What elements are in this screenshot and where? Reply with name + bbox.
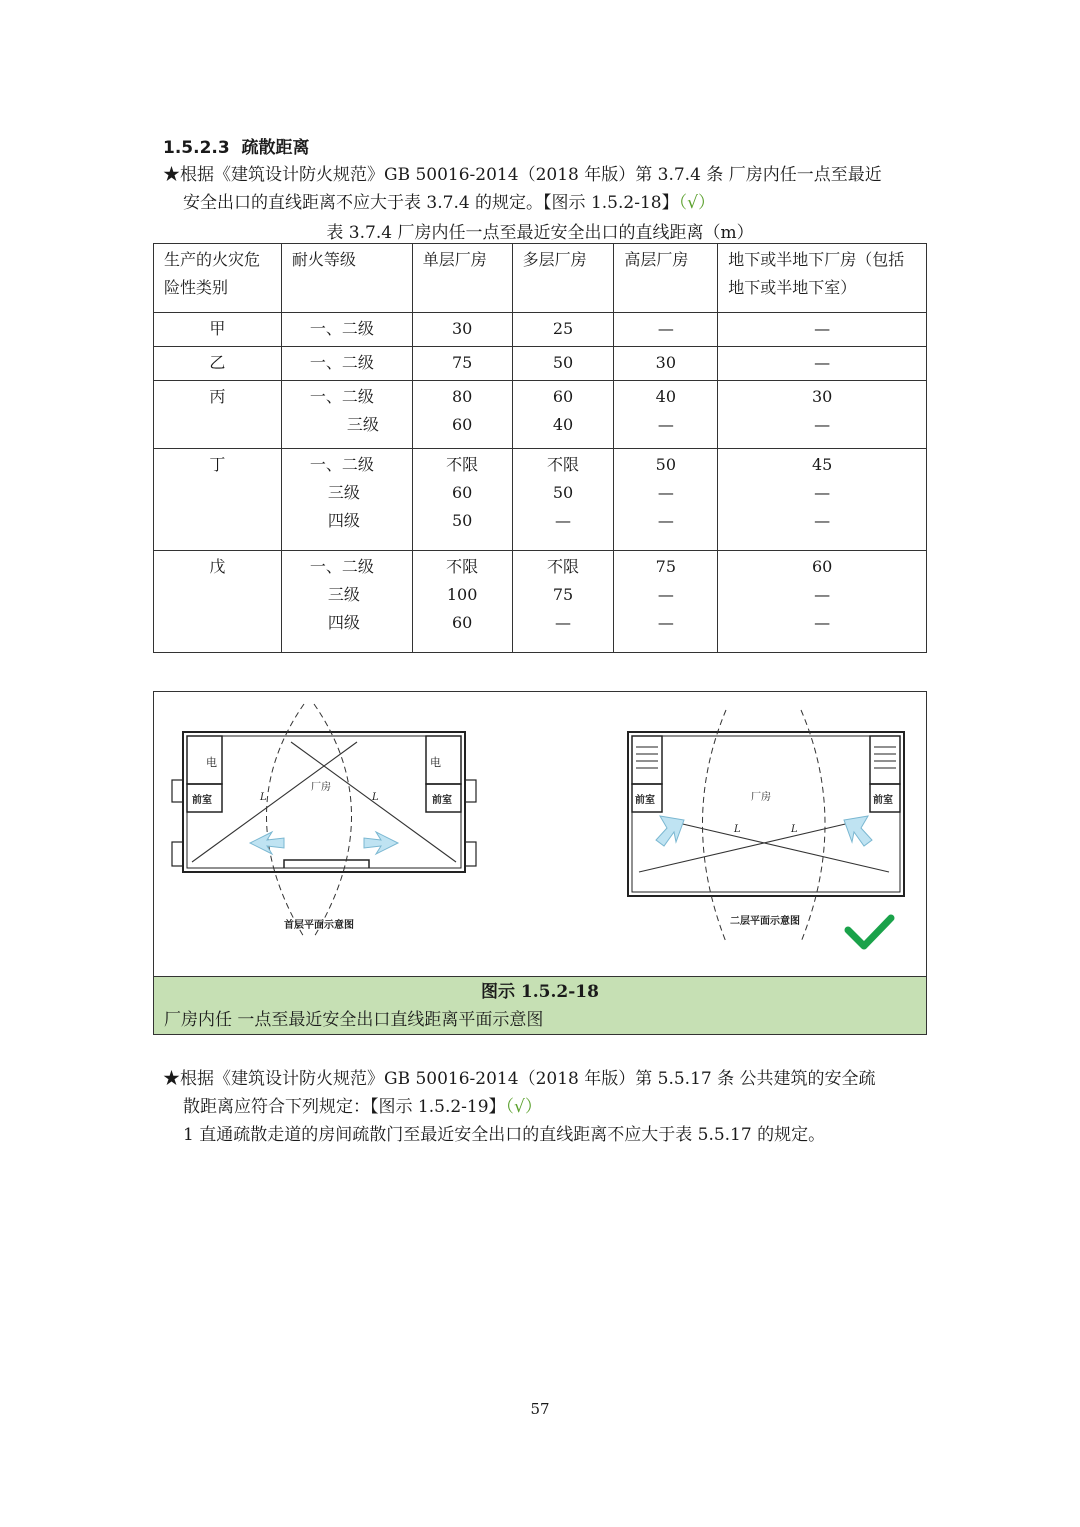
cell-category: 丙 [154,381,282,449]
cell-value: 四级 [327,613,360,632]
cell-multi [512,449,614,551]
cell-high [614,347,718,381]
cell-high [614,551,718,653]
cell-value: 50 [655,455,677,474]
cell-grade [281,551,412,653]
cell-single [412,347,512,381]
cell-category: 甲 [154,313,282,347]
cell-value: 40 [552,415,574,434]
cell-under [718,347,927,381]
cell-under [718,551,927,653]
section-number: 1.5.2.3 [163,138,230,158]
cell-value: — [554,613,571,632]
cell-value: 75 [655,557,677,576]
cell-single [412,449,512,551]
cell-single [412,381,512,449]
header-underground: 地下或半地下厂房（包括地下或半地下室） [718,244,927,313]
cell-value: 30 [451,319,473,338]
cell-high [614,313,718,347]
cell-under [718,313,927,347]
cell-grade [281,381,412,449]
distance-table [153,243,927,653]
table-caption: 表 3.7.4 厂房内任一点至最近安全出口的直线距离（m） [326,223,754,243]
cell-value: 60 [451,483,473,502]
cell-value: 60 [811,557,833,576]
cell-value: — [814,613,831,632]
section-title: 疏散距离 [241,138,310,158]
table-row [154,347,927,381]
table-row [154,551,927,653]
cell-value: 60 [552,387,574,406]
second-floor-plan [628,732,904,896]
paragraph-2-line-1: ★根据《建筑设计防火规范》GB 50016-2014（2018 年版）第 5.5.17 条 公共建筑的安全疏 [163,1069,876,1089]
cell-single [412,313,512,347]
cell-value: 不限 [446,455,479,474]
cell-multi [512,313,614,347]
check-mark: （√） [678,193,715,213]
figure-description: 厂房内任 一点至最近安全出口直线距离平面示意图 [154,1007,926,1034]
cell-value: 三级 [327,483,360,502]
anteroom-label-right-plan-2: 前室 [873,795,893,806]
cell-value: 75 [552,585,574,604]
ground-floor-caption: 首层平面示意图 [284,920,354,931]
distance-label-left-1: L [260,792,267,803]
cell-grade [281,449,412,551]
cell-value: 一、二级 [309,387,374,406]
cell-value: 50 [552,353,574,372]
anteroom-label-right: 前室 [432,795,452,806]
cell-value: — [657,511,674,530]
cell-value: — [814,483,831,502]
figure-title: 图示 1.5.2-18 [154,976,926,1008]
second-floor-arrows [656,816,872,846]
cell-value: — [814,353,831,372]
cell-high [614,449,718,551]
cell-grade [281,347,412,381]
header-hazard-category: 生产的火灾危险性类别 [154,244,282,313]
table-row [154,381,927,449]
cell-value: — [814,319,831,338]
cell-value: 50 [451,511,473,530]
cell-value: — [814,511,831,530]
room-label-right: 厂房 [751,792,771,803]
paragraph-1-text: 安全出口的直线距离不应大于表 3.7.4 的规定。【图示 1.5.2-18】 [183,193,679,213]
table-header-row [154,244,927,313]
floor-plan-illustration [154,692,926,976]
cell-value: — [814,585,831,604]
cell-value: — [814,415,831,434]
page-number: 57 [530,1400,550,1418]
cell-value: 三级 [346,415,379,434]
cell-value: 60 [451,613,473,632]
cell-value: 40 [655,387,677,406]
cell-grade [281,313,412,347]
cell-value: 30 [811,387,833,406]
paragraph-1-line-2 [183,189,715,217]
cell-value: 一、二级 [309,353,374,372]
cell-value: 25 [552,319,574,338]
cell-value: 一、二级 [309,455,374,474]
ground-floor-plan [172,732,476,872]
cell-single [412,551,512,653]
header-single-storey: 单层厂房 [412,244,512,313]
cell-value: 三级 [327,585,360,604]
cell-high [614,381,718,449]
cell-value: 一、二级 [309,319,374,338]
distance-label-right-1: L [734,824,741,835]
anteroom-label-left: 前室 [192,795,212,806]
cell-value: — [657,585,674,604]
ground-floor-arrows [250,832,398,854]
distance-label-left-2: L [372,792,379,803]
second-floor-outline [628,732,904,896]
cell-under [718,449,927,551]
cell-value: 四级 [327,511,360,530]
cell-multi [512,551,614,653]
table-row [154,449,927,551]
cell-value: — [657,483,674,502]
cell-category: 戊 [154,551,282,653]
stair-label-left: 电 [206,756,217,769]
cell-under [718,381,927,449]
paragraph-2-text: 散距离应符合下列规定：【图示 1.5.2-19】 [183,1097,506,1117]
distance-label-right-2: L [791,824,798,835]
cell-value: — [657,415,674,434]
check-mark-2: （√） [505,1097,542,1117]
paragraph-2-line-2 [183,1093,542,1121]
room-label-left: 厂房 [311,782,331,793]
anteroom-label-right-plan-1: 前室 [635,795,655,806]
cell-value: 50 [552,483,574,502]
header-high-rise: 高层厂房 [614,244,718,313]
cell-value: — [657,613,674,632]
paragraph-1-line-1: ★根据《建筑设计防火规范》GB 50016-2014（2018 年版）第 3.7.4 条 厂房内任一点至最近 [163,165,882,185]
cell-value: — [554,511,571,530]
cell-value: — [657,319,674,338]
cell-value: 一、二级 [309,557,374,576]
second-floor-caption: 二层平面示意图 [730,916,800,927]
cell-value: 60 [451,415,473,434]
check-icon [848,918,891,946]
cell-value: 不限 [546,557,579,576]
header-fire-rating: 耐火等级 [281,244,412,313]
paragraph-2-line-3: 1 直通疏散走道的房间疏散门至最近安全出口的直线距离不应大于表 5.5.17 的规定。 [183,1125,826,1145]
figure-box [153,691,927,1035]
cell-value: 80 [451,387,473,406]
ground-floor-outline [183,732,465,872]
cell-value: 不限 [446,557,479,576]
stair-label-right: 电 [430,756,441,769]
cell-multi [512,381,614,449]
header-multi-storey: 多层厂房 [512,244,614,313]
cell-category: 丁 [154,449,282,551]
table-row [154,313,927,347]
cell-category: 乙 [154,347,282,381]
cell-value: 不限 [546,455,579,474]
cell-value: 100 [446,585,478,604]
section-heading [163,133,310,158]
cell-value: 75 [451,353,473,372]
cell-multi [512,347,614,381]
cell-value: 30 [655,353,677,372]
cell-value: 45 [811,455,833,474]
